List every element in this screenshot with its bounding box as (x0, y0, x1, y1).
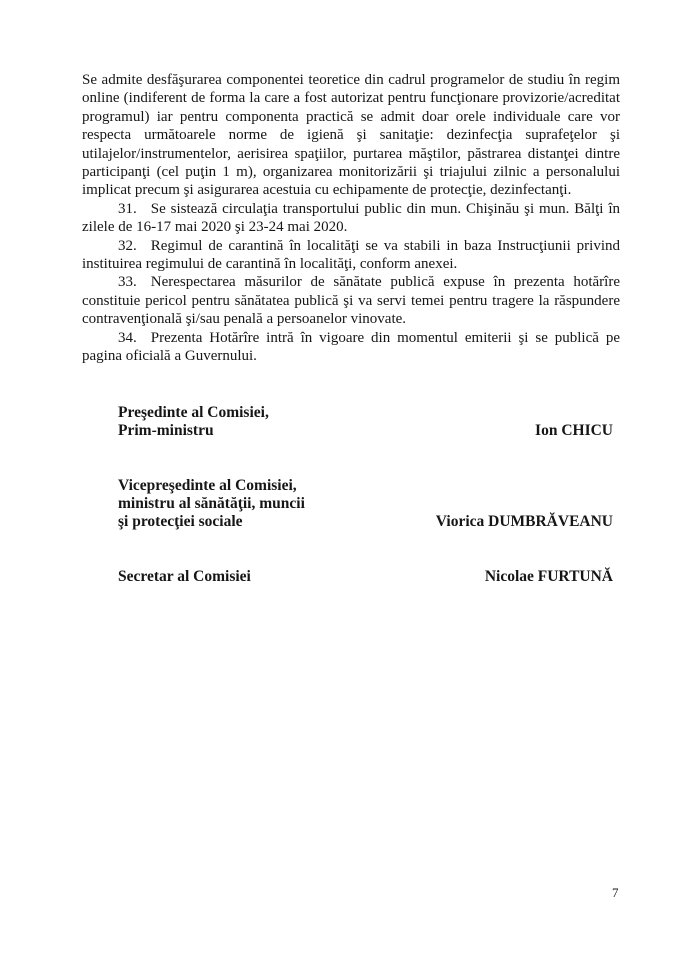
paragraph-item-31 (82, 200, 620, 237)
paragraph-text: Regimul de carantină în localităţi se va stabili in baza Instrucţiunii privind instituirea regimului de carantină în localităţi, conform anexei. (82, 237, 620, 273)
paragraph-text: Nerespectarea măsurilor de sănătate publică expuse în prezenta hotărîre constituie pericol pentru sănătatea publică şi va servi temei pentru tragere la răspundere contravenţională şi/sau penală a persoanelor vinovate. (82, 274, 620, 328)
signature-title (118, 568, 251, 586)
signature-title (118, 404, 269, 440)
paragraph-text: Se admite desfăşurarea componentei teoretice din cadrul programelor de studiu în regim online (indiferent de forma la care a fost autorizat pentru funcţionare provizorie/acreditat programul) iar pentru componenta practică se admit doar orele individuale care vor respecta următoarele norme de igienă şi sanitaţie: dezinfecţia suprafeţelor şi utilajelor/instrumentelor, aerisirea spaţiilor, purtarea măştilor, păstrarea distanţei dintre participanţi (cel puţin 1 m), organizarea monitorizării şi triajului zilnic a personalului implicat precum şi asigurarea acestuia cu echipamente de protecţie, dezinfectanţi. (82, 72, 620, 199)
signature-title-line: Vicepreşedinte al Comisiei, (118, 477, 297, 494)
paragraph-text: Se sistează circulaţia transportului public din mun. Chişinău şi mun. Bălţi în zilele de 16-17 mai 2020 şi 23-24 mai 2020. (82, 200, 620, 236)
paragraph-text: Prezenta Hotărîre intră în vigoare din momentul emiterii şi se publică pe pagina oficială a Guvernului. (82, 329, 620, 365)
signature-name: Ion CHICU (535, 422, 613, 439)
paragraph-item-32 (82, 237, 620, 274)
signature-title (118, 477, 305, 531)
paragraph-item-34 (82, 329, 620, 366)
item-number: 33. (118, 274, 137, 291)
signature-row-vicepresident (118, 477, 613, 531)
item-number: 32. (118, 237, 137, 254)
item-number: 34. (118, 329, 137, 346)
page-number: 7 (612, 885, 619, 900)
signature-name: Viorica DUMBRĂVEANU (435, 513, 613, 530)
signature-title-line: Secretar al Comisiei (118, 568, 251, 585)
signature-title-line: Prim-ministru (118, 422, 214, 439)
document-body (82, 71, 620, 366)
signature-title-line: şi protecţiei sociale (118, 513, 243, 530)
signature-title-line: ministru al sănătăţii, muncii (118, 495, 305, 512)
signature-row-secretary (118, 568, 613, 586)
signature-row-president (118, 404, 613, 440)
paragraph-continuation (82, 71, 620, 200)
item-number: 31. (118, 200, 137, 217)
signature-title-line: Preşedinte al Comisiei, (118, 404, 269, 421)
paragraph-item-33 (82, 273, 620, 328)
signature-name: Nicolae FURTUNĂ (484, 568, 613, 585)
signature-block (118, 404, 613, 586)
